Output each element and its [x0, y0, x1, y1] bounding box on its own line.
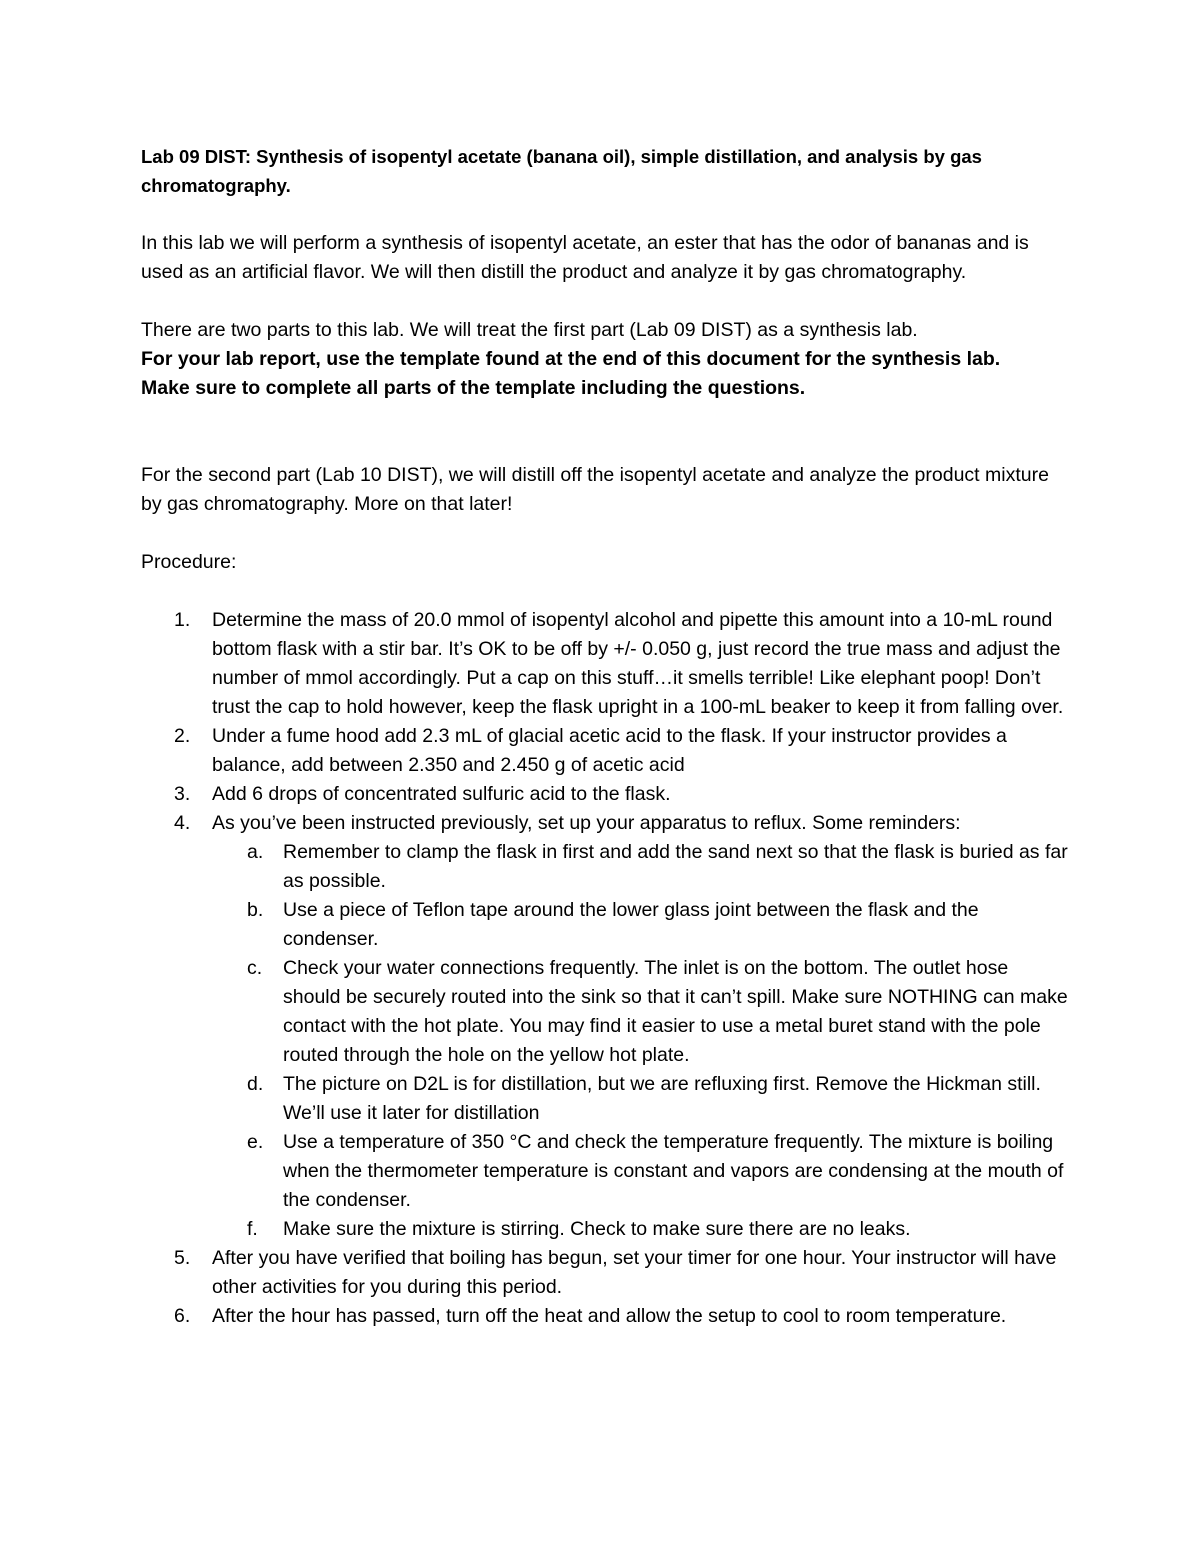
step-text: After the hour has passed, turn off the heat and allow the setup to cool to room temperature. — [212, 1305, 1007, 1327]
reminder-text: Make sure the mixture is stirring. Check to make sure there are no leaks. — [283, 1218, 911, 1240]
reminder-letter: c. — [247, 957, 263, 979]
procedure-step — [141, 780, 1071, 809]
reminder-letter: d. — [247, 1073, 264, 1095]
procedure-step — [141, 1302, 1071, 1331]
step-text: Under a fume hood add 2.3 mL of glacial acetic acid to the flask. If your instructor provides a balance, add between 2.350 and 2.450 g of acetic acid — [212, 725, 1007, 776]
procedure-steps-list — [141, 606, 1071, 1331]
procedure-step — [141, 1244, 1071, 1302]
reminder-letter: f. — [247, 1218, 258, 1240]
step-text: Determine the mass of 20.0 mmol of isopentyl alcohol and pipette this amount into a 10-mL round bottom flask with a stir bar. It’s OK to be off by +/- 0.050 g, just record the true mass and adjust the number of mmol accordingly. Put a cap on this stuff…it smells terrible! Like elephant poop! Don’t trust the cap to hold however, keep the flask upright in a 100-mL beaker to keep it from falling over. — [212, 609, 1064, 718]
reminders-sublist — [212, 838, 1071, 1244]
spacer — [141, 287, 1071, 316]
step-number: 6. — [174, 1305, 191, 1327]
spacer — [141, 200, 1071, 229]
reminder-text: Use a temperature of 350 °C and check the temperature frequently. The mixture is boiling when the thermometer temperature is constant and vapors are condensing at the mouth of the condenser. — [283, 1131, 1064, 1211]
second-part-paragraph: For the second part (Lab 10 DIST), we will distill off the isopentyl acetate and analyze the product mixture by gas chromatography. More on that later! — [141, 464, 1049, 515]
step-number: 1. — [174, 609, 191, 631]
step-number: 2. — [174, 725, 191, 747]
procedure-step — [141, 606, 1071, 722]
report-note-line-1: For your lab report, use the template found at the end of this document for the synthesis lab. — [141, 348, 1001, 370]
step-text: As you’ve been instructed previously, set up your apparatus to reflux. Some reminders: — [212, 812, 961, 834]
spacer — [141, 577, 1071, 606]
step-number: 3. — [174, 783, 191, 805]
procedure-step — [141, 722, 1071, 780]
reminder-item — [212, 1128, 1071, 1215]
reminder-text: The picture on D2L is for distillation, but we are refluxing first. Remove the Hickman still. We’ll use it later for distillation — [283, 1073, 1041, 1124]
step-text: Add 6 drops of concentrated sulfuric acid to the flask. — [212, 783, 671, 805]
spacer — [141, 519, 1071, 548]
step-text: After you have verified that boiling has begun, set your timer for one hour. Your instructor will have other activities for you during this period. — [212, 1247, 1057, 1298]
reminder-item — [212, 1070, 1071, 1128]
parts-intro-paragraph: There are two parts to this lab. We will treat the first part (Lab 09 DIST) as a synthesis lab. — [141, 319, 918, 341]
reminder-item — [212, 954, 1071, 1070]
procedure-step — [141, 809, 1071, 1244]
reminder-text: Remember to clamp the flask in first and add the sand next so that the flask is buried as far as possible. — [283, 841, 1068, 892]
reminder-letter: b. — [247, 899, 264, 921]
reminder-item — [212, 896, 1071, 954]
reminder-item — [212, 838, 1071, 896]
document-title: Lab 09 DIST: Synthesis of isopentyl acetate (banana oil), simple distillation, and analysis by gas chromatography. — [141, 146, 982, 196]
spacer — [141, 403, 1071, 461]
reminder-text: Use a piece of Teflon tape around the lower glass joint between the flask and the condenser. — [283, 899, 979, 950]
step-number: 4. — [174, 812, 191, 834]
reminder-letter: e. — [247, 1131, 264, 1153]
intro-paragraph: In this lab we will perform a synthesis of isopentyl acetate, an ester that has the odor of bananas and is used as an artificial flavor. We will then distill the product and analyze it by gas chromatography. — [141, 232, 1029, 283]
document-page — [141, 142, 1071, 1331]
step-number: 5. — [174, 1247, 191, 1269]
reminder-item — [212, 1215, 1071, 1244]
reminder-letter: a. — [247, 841, 264, 863]
procedure-heading: Procedure: — [141, 551, 237, 573]
report-note-line-2: Make sure to complete all parts of the template including the questions. — [141, 377, 806, 399]
reminder-text: Check your water connections frequently. The inlet is on the bottom. The outlet hose should be securely routed into the sink so that it can’t spill. Make sure NOTHING can make contact with the hot plate. You may find it easier to use a metal buret stand with the pole routed through the hole on the yellow hot plate. — [283, 957, 1068, 1066]
